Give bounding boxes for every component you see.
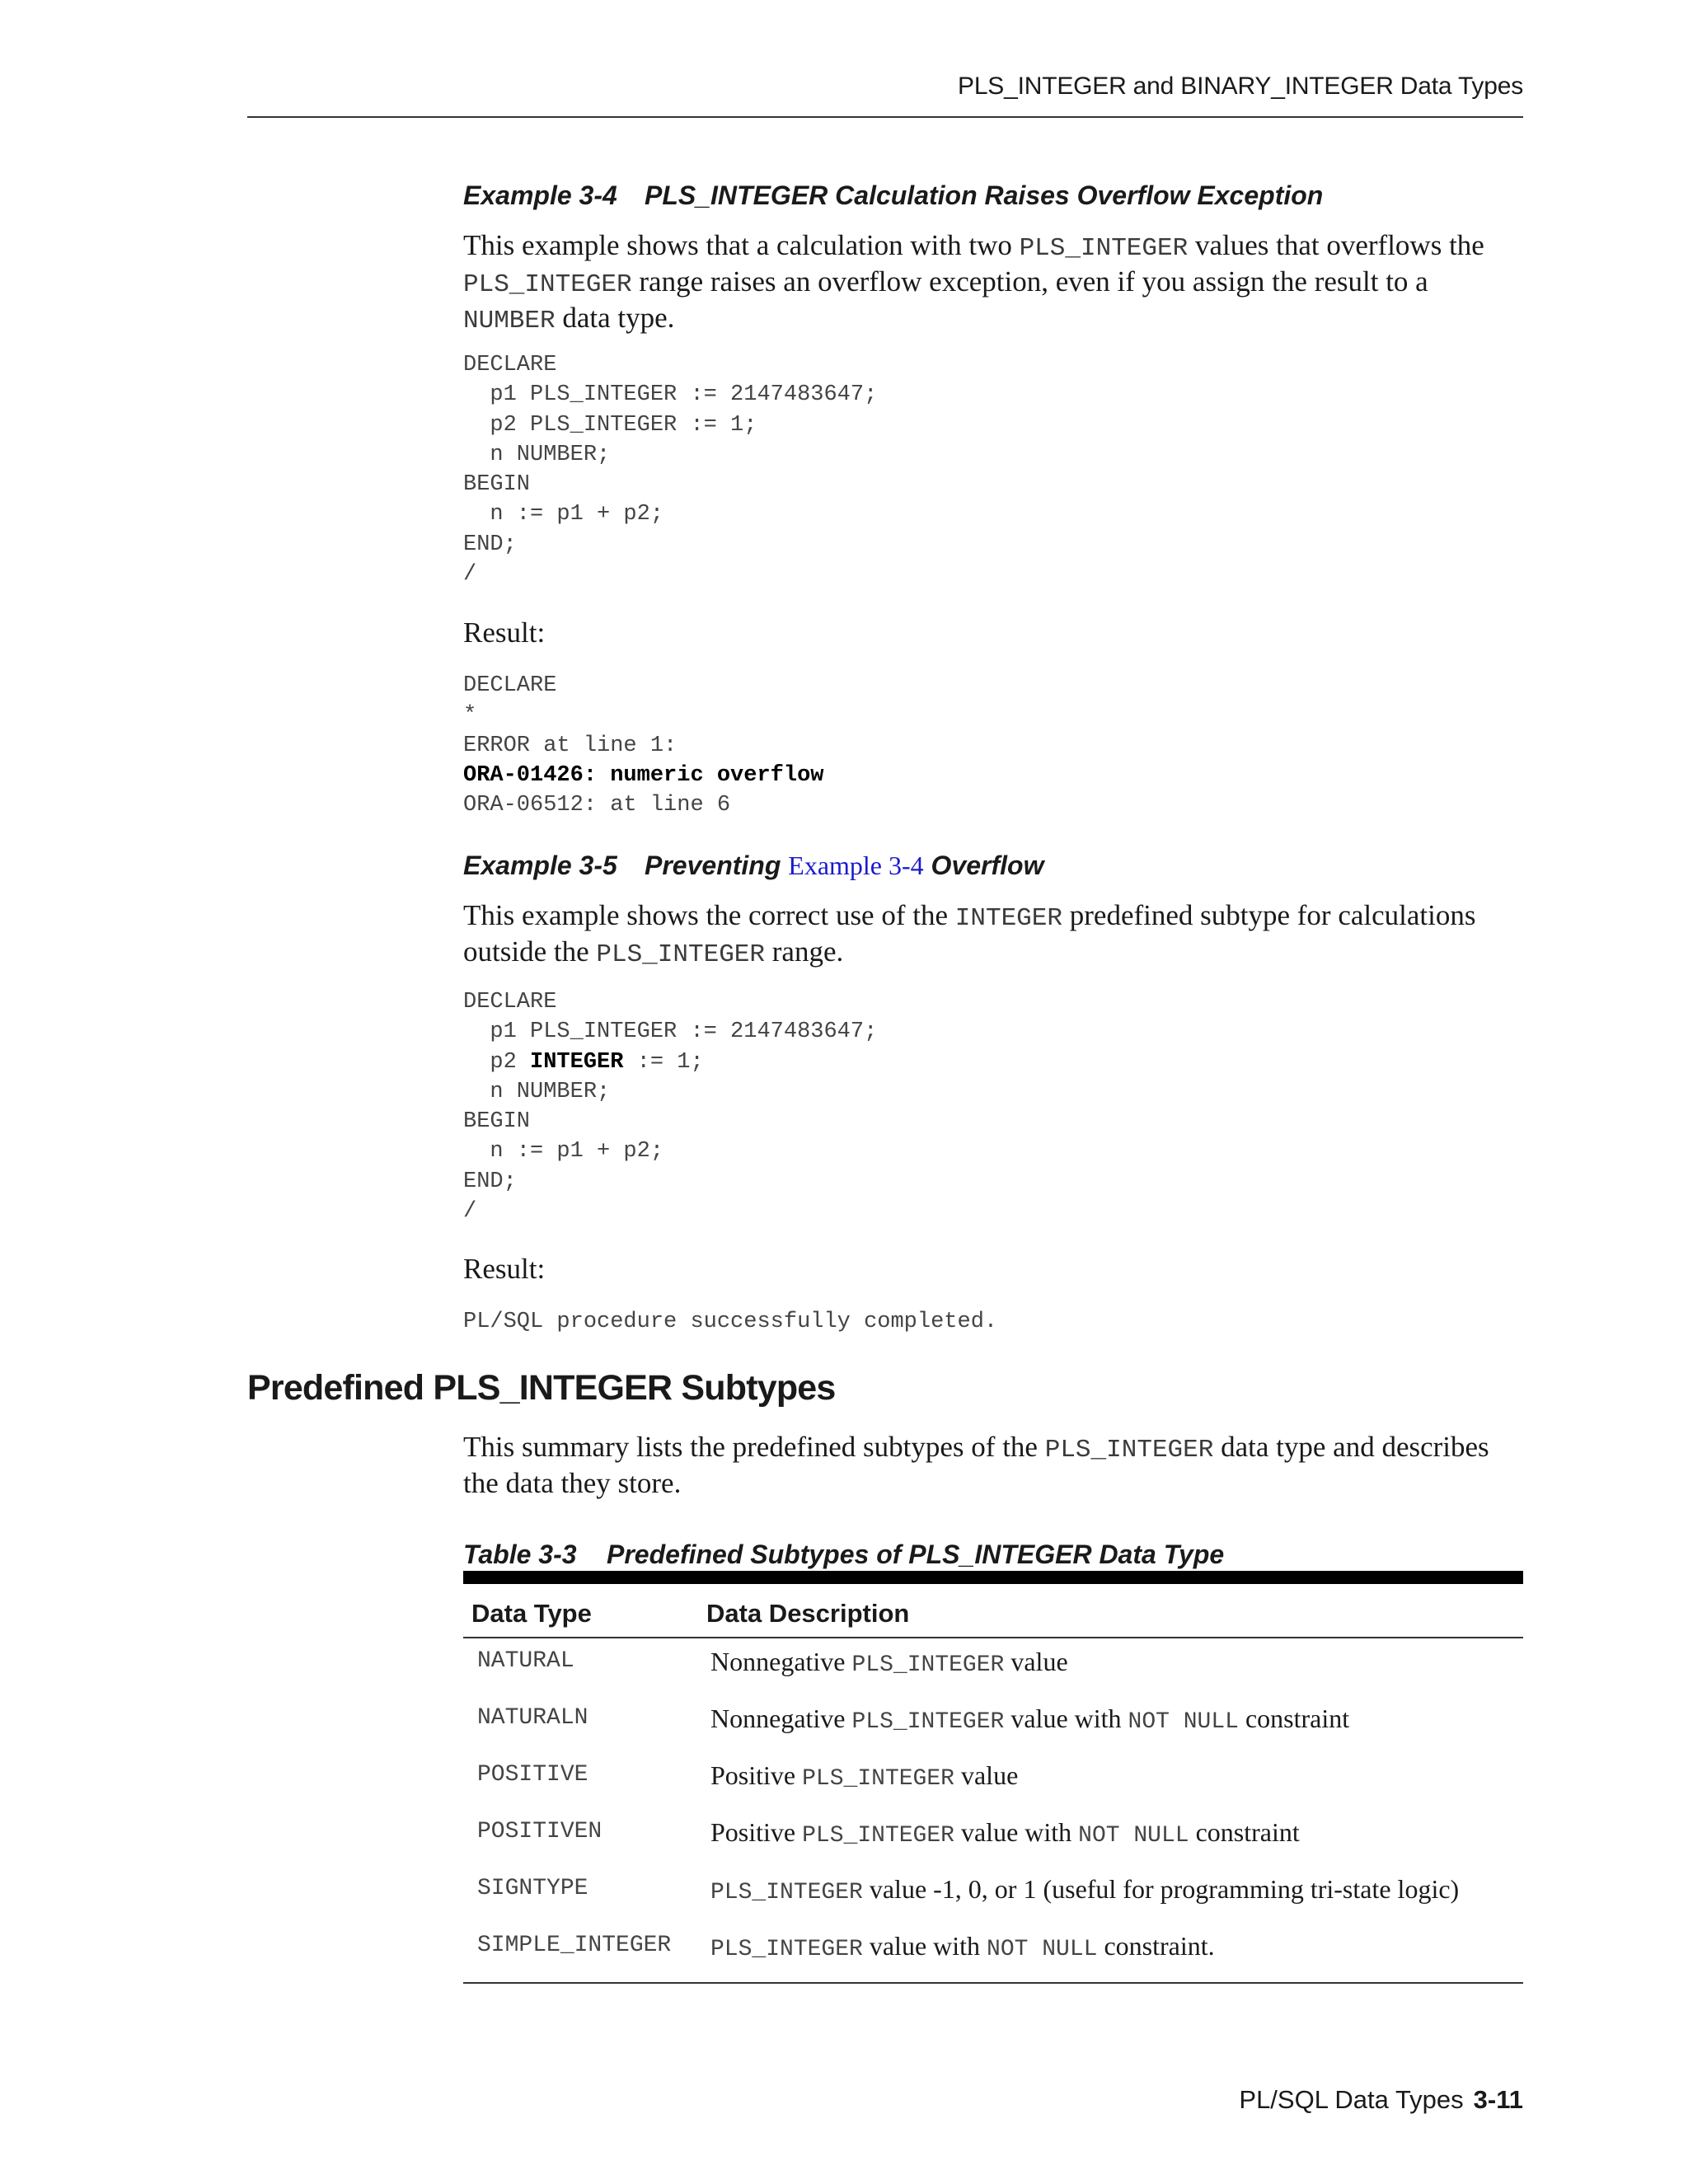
text: value <box>1004 1647 1068 1676</box>
example-3-4-title <box>463 180 1323 211</box>
text: range raises an overflow exception, even if you assign the result to a <box>631 265 1428 298</box>
example-3-5-code <box>463 987 877 1226</box>
code-line: p2 PLS_INTEGER := 1; <box>463 412 757 438</box>
example-number: Example 3-5 <box>463 851 617 880</box>
example-3-5-result <box>463 1307 997 1337</box>
table-header-divider <box>463 1637 1523 1638</box>
example-title-text: Preventing <box>645 851 789 880</box>
example-title-text: PLS_INTEGER Calculation Raises Overflow Exception <box>645 180 1324 210</box>
description-cell <box>710 1874 1459 1905</box>
code-line: BEGIN <box>463 1109 531 1135</box>
text: value with <box>862 1931 987 1961</box>
running-head: PLS_INTEGER and BINARY_INTEGER Data Types <box>958 73 1523 100</box>
page-number: 3-11 <box>1473 2085 1523 2114</box>
code-line: / <box>463 1199 477 1225</box>
table-row <box>463 1819 1523 1876</box>
code-line: := 1; <box>623 1049 704 1075</box>
description-cell <box>710 1647 1068 1678</box>
text: value -1, 0, or 1 (useful for programming tri-state logic) <box>862 1874 1460 1904</box>
data-type-cell: NATURALN <box>477 1705 588 1731</box>
table-row <box>463 1933 1523 1990</box>
code-line: * <box>463 703 477 729</box>
table-number: Table 3-3 <box>463 1540 577 1569</box>
example-3-5-description <box>463 899 1523 972</box>
column-header-data-description: Data Description <box>706 1599 910 1628</box>
data-type-cell: POSITIVE <box>477 1762 588 1788</box>
text: data type. <box>555 302 675 334</box>
example-3-4-code <box>463 350 877 589</box>
example-title-text: Overflow <box>923 851 1044 880</box>
code-line: p1 PLS_INTEGER := 2147483647; <box>463 382 878 408</box>
description-cell <box>710 1704 1349 1735</box>
text: predefined subtype for calculations outside the <box>463 899 1476 968</box>
code-line: p1 PLS_INTEGER := 2147483647; <box>463 1019 878 1045</box>
inline-code: PLS_INTEGER <box>851 1709 1005 1735</box>
inline-code: PLS_INTEGER <box>1019 234 1189 263</box>
data-type-cell: POSITIVEN <box>477 1819 603 1844</box>
data-type-cell: SIMPLE_INTEGER <box>477 1933 672 1958</box>
text: Positive <box>710 1760 803 1790</box>
inline-code: NOT NULL <box>1128 1709 1239 1735</box>
result-label: Result: <box>463 1253 546 1285</box>
inline-code: PLS_INTEGER <box>463 270 632 299</box>
inline-code: PLS_INTEGER <box>710 1880 863 1905</box>
inline-code: NUMBER <box>463 307 556 335</box>
description-cell <box>710 1931 1215 1962</box>
text: constraint <box>1189 1817 1300 1847</box>
inline-code: PLS_INTEGER <box>596 940 766 969</box>
text: constraint. <box>1097 1931 1215 1961</box>
example-3-4-link[interactable]: Example 3-4 <box>788 851 924 880</box>
code-line: n := p1 + p2; <box>463 1139 664 1165</box>
text: Nonnegative <box>710 1647 852 1676</box>
example-3-5-title <box>463 851 1043 881</box>
text: This summary lists the predefined subtypes of the <box>463 1431 1045 1463</box>
table-top-bar <box>463 1571 1523 1584</box>
table-row <box>463 1648 1523 1705</box>
code-line: n := p1 + p2; <box>463 502 664 527</box>
inline-code: NOT NULL <box>1078 1823 1189 1849</box>
section-heading: Predefined PLS_INTEGER Subtypes <box>247 1368 836 1408</box>
text: Nonnegative <box>710 1704 852 1733</box>
table-bottom-rule <box>463 1982 1523 1984</box>
text: constraint <box>1238 1704 1350 1733</box>
inline-code: PLS_INTEGER <box>710 1937 863 1962</box>
result-label: Result: <box>463 616 546 649</box>
example-number: Example 3-4 <box>463 180 617 210</box>
code-line: / <box>463 562 477 588</box>
text: value with <box>1004 1704 1128 1733</box>
code-line: ERROR at line 1: <box>463 733 678 758</box>
data-type-cell: SIGNTYPE <box>477 1876 588 1901</box>
data-type-cell: NATURAL <box>477 1648 574 1674</box>
highlighted-keyword: INTEGER <box>530 1049 624 1075</box>
description-cell <box>710 1760 1018 1792</box>
text: value with <box>954 1817 1079 1847</box>
text: range. <box>765 935 844 968</box>
code-line: n NUMBER; <box>463 442 611 467</box>
code-line: p2 <box>463 1049 531 1075</box>
code-line: ORA-06512: at line 6 <box>463 793 731 818</box>
code-line: END; <box>463 1169 517 1194</box>
inline-code: PLS_INTEGER <box>802 1766 954 1792</box>
error-message: ORA-01426: numeric overflow <box>463 762 824 788</box>
code-line: DECLARE <box>463 353 557 377</box>
text: Positive <box>710 1817 803 1847</box>
description-cell <box>710 1817 1300 1849</box>
inline-code: PLS_INTEGER <box>1044 1436 1214 1465</box>
text: value <box>954 1760 1019 1790</box>
example-3-4-result <box>463 671 823 820</box>
text: This example shows the correct use of the <box>463 899 955 931</box>
code-line: DECLARE <box>463 673 557 698</box>
code-line: END; <box>463 532 517 557</box>
table-title <box>463 1540 1224 1570</box>
table-row <box>463 1876 1523 1933</box>
code-line: BEGIN <box>463 472 531 498</box>
code-line: n NUMBER; <box>463 1079 611 1104</box>
example-3-4-description <box>463 229 1523 338</box>
table-title-text: Predefined Subtypes of PLS_INTEGER Data Type <box>607 1540 1225 1569</box>
section-description <box>463 1431 1523 1500</box>
book-title: PL/SQL Data Types <box>1239 2085 1464 2114</box>
text: This example shows that a calculation with two <box>463 229 1020 261</box>
inline-code: NOT NULL <box>987 1937 1098 1962</box>
inline-code: PLS_INTEGER <box>851 1652 1005 1678</box>
page-footer <box>1239 2085 1523 2115</box>
code-line: PL/SQL procedure successfully completed. <box>463 1310 998 1334</box>
inline-code: INTEGER <box>954 904 1062 933</box>
table-row <box>463 1762 1523 1819</box>
header-divider <box>247 116 1523 118</box>
code-line: DECLARE <box>463 990 557 1015</box>
column-header-data-type: Data Type <box>471 1599 592 1628</box>
text: values that overflows the <box>1188 229 1484 261</box>
text: data type and describes the data they store. <box>463 1431 1489 1499</box>
table-row <box>463 1705 1523 1762</box>
inline-code: PLS_INTEGER <box>802 1823 954 1849</box>
